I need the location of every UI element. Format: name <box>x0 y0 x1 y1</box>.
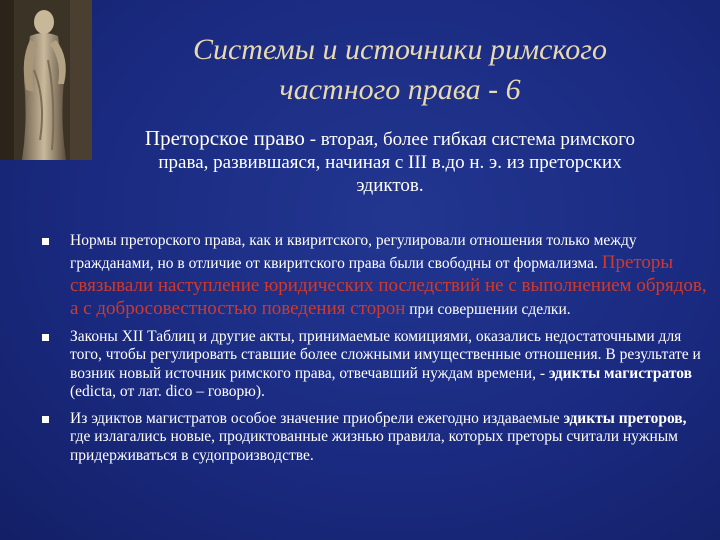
title-line-2: частного права - 6 <box>279 73 521 106</box>
bullet-3-bold: эдикты преторов, <box>563 409 687 427</box>
intro-paragraph <box>90 127 690 197</box>
bullet-item-3 <box>42 410 708 466</box>
bullet-3-text-2: где излагались новые, продиктованные жизнью правила, которых преторы считали нужным придерживаться в судопроизводстве. <box>70 428 678 464</box>
bullet-1-highlight: Преторы связывали наступление юридических последствий не с выполнением обрядов, а с добросовестностью поведения сторон <box>70 251 707 319</box>
title-line-1: Системы и источники римского <box>192 33 607 66</box>
bullet-marker <box>42 334 49 341</box>
bullet-1-text-1: Нормы преторского права, как и квиритского, регулировали отношения только между гражданами, но в отличие от квиритского права были свободны от формализма. <box>70 232 637 272</box>
intro-lead-term: Преторское право <box>144 126 305 150</box>
bullet-2-text-2: (edicta, от лат. dico – говорю). <box>70 383 265 400</box>
bullet-item-2 <box>42 328 708 402</box>
bullet-2-text-1: Законы XII Таблиц и другие акты, принимаемые комициями, оказались недостаточными для того, чтобы регулировать ставшие более сложными имущественные отношения. В результате и возник новый источник римского права, отвечавший нуждам времени, - <box>70 327 701 382</box>
intro-text-1: - вторая, более гибкая система римского <box>304 129 636 150</box>
bullet-marker <box>42 416 49 423</box>
bullet-2-bold: эдикты магистратов <box>548 364 693 382</box>
intro-text-3: эдиктов. <box>356 175 424 196</box>
intro-text-2: права, развившаяся, начиная с III в.до н. э. из преторских <box>158 152 622 173</box>
bullet-1-text-2: при совершении сделки. <box>405 300 571 318</box>
bullet-3-text-1: Из эдиктов магистратов особое значение приобрели ежегодно издаваемые <box>70 409 564 427</box>
slide-title <box>120 30 680 110</box>
bullet-item-1 <box>42 232 708 320</box>
roman-statue-image <box>0 0 92 160</box>
bullet-list <box>42 232 708 473</box>
bullet-marker <box>42 238 49 245</box>
